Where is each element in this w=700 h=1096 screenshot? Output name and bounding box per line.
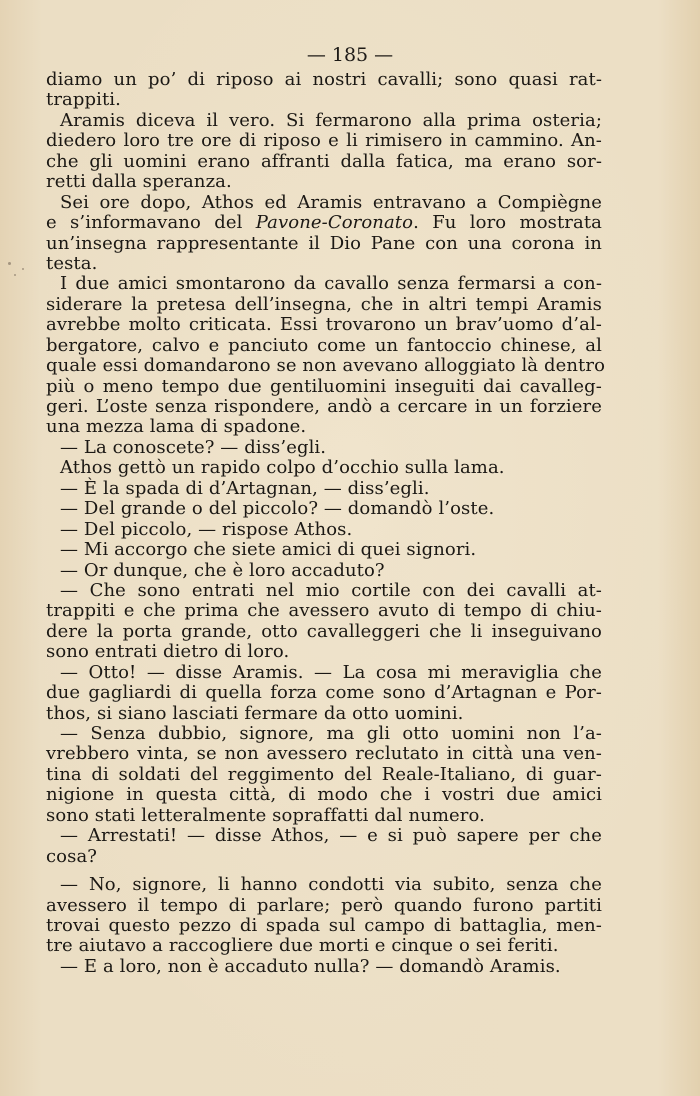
text-line: — E a loro, non è accaduto nulla? — domandò Aramis. — [60, 955, 561, 977]
text-line: — È la spada di d’Artagnan, — diss’egli. — [60, 477, 430, 499]
text-line: avessero il tempo di parlare; però quando furono partiti — [46, 894, 602, 916]
paper-speck — [8, 262, 11, 265]
text-line: cosa? — [46, 845, 98, 867]
text-line: un’insegna rappresentante il Dio Pane con una corona in — [46, 232, 602, 254]
text-line: — Mi accorgo che siete amici di quei signori. — [60, 539, 477, 561]
text-line: trappiti. — [46, 89, 121, 111]
text-line: trappiti e che prima che avessero avuto di tempo di chiu- — [46, 600, 602, 622]
text-line: più o meno tempo due gentiluomini inseguiti dai cavalleg- — [46, 375, 602, 397]
page-number: — 185 — — [306, 44, 394, 66]
text-line: Athos gettò un rapido colpo d’occhio sulla lama. — [60, 457, 505, 479]
text-line: thos, si siano lasciati fermare da otto uomini. — [46, 702, 464, 724]
text-line: e s’informavano del Pavone-Coronato. Fu loro mostrata — [46, 212, 602, 234]
body-text — [46, 69, 606, 977]
text-line: due gagliardi di quella forza come sono d’Artagnan e Por- — [46, 682, 602, 704]
text-line: tina di soldati del reggimento del Reale-Italiano, di guar- — [46, 763, 602, 785]
text-line: vrebbero vinta, se non avessero reclutato in città una ven- — [46, 743, 602, 765]
text-line: — Or dunque, che è loro accaduto? — [60, 559, 385, 581]
paper-speck — [22, 268, 24, 270]
text-line: che gli uomini erano affranti dalla fatica, ma erano sor- — [46, 150, 602, 172]
text-line: siderare la pretesa dell’insegna, che in altri tempi Aramis — [46, 293, 602, 315]
text-line: sono entrati dietro di loro. — [46, 641, 290, 663]
text-line: diamo un po’ di riposo ai nostri cavalli; sono quasi rat- — [46, 69, 602, 90]
text-line: Aramis diceva il vero. Si fermarono alla prima osteria; — [60, 109, 602, 131]
text-line: testa. — [46, 252, 98, 274]
text-line: bergatore, calvo e panciuto come un fantoccio chinese, al — [46, 334, 602, 356]
text-line: nigione in questa città, di modo che i vostri due amici — [46, 784, 602, 806]
text-line: — No, signore, li hanno condotti via subito, senza che — [60, 874, 602, 896]
text-line: geri. L’oste senza rispondere, andò a cercare in un forziere — [46, 396, 602, 417]
text-line: una mezza lama di spadone. — [46, 416, 307, 438]
text-line: quale essi domandarono se non avevano alloggiato là dentro — [46, 355, 606, 377]
text-line: — Arrestati! — disse Athos, — e si può sapere per che — [60, 825, 602, 847]
text-line: Sei ore dopo, Athos ed Aramis entravano a Compiègne — [60, 191, 602, 213]
text-line: — Che sono entrati nel mio cortile con dei cavalli at- — [60, 579, 602, 601]
text-line: dere la porta grande, otto cavalleggeri che li inseguivano — [46, 620, 602, 642]
text-line: — Del grande o del piccolo? — domandò l’oste. — [60, 498, 495, 520]
text-line: retti dalla speranza. — [46, 171, 232, 193]
text-line: I due amici smontarono da cavallo senza fermarsi a con- — [60, 273, 602, 295]
text-line: trovai questo pezzo di spada sul campo di battaglia, men- — [46, 914, 602, 936]
inn-name: Pavone-Coronato — [255, 212, 414, 234]
text-line: sono stati letteralmente sopraffatti dal numero. — [46, 804, 485, 826]
text-line: — La conoscete? — diss’egli. — [60, 436, 327, 458]
text-line: avrebbe molto criticata. Essi trovarono un brav’uomo d’al- — [46, 314, 602, 336]
text-line: tre aiutavo a raccogliere due morti e cinque o sei feriti. — [46, 935, 559, 957]
text-line: — Del piccolo, — rispose Athos. — [60, 518, 353, 540]
text-line: — Senza dubbio, signore, ma gli otto uomini non l’a- — [60, 723, 602, 744]
paper-speck — [14, 274, 16, 276]
text-line: diedero loro tre ore di riposo e li rimisero in cammino. An- — [46, 130, 602, 152]
text-line: — Otto! — disse Aramis. — La cosa mi meraviglia che — [60, 661, 602, 683]
